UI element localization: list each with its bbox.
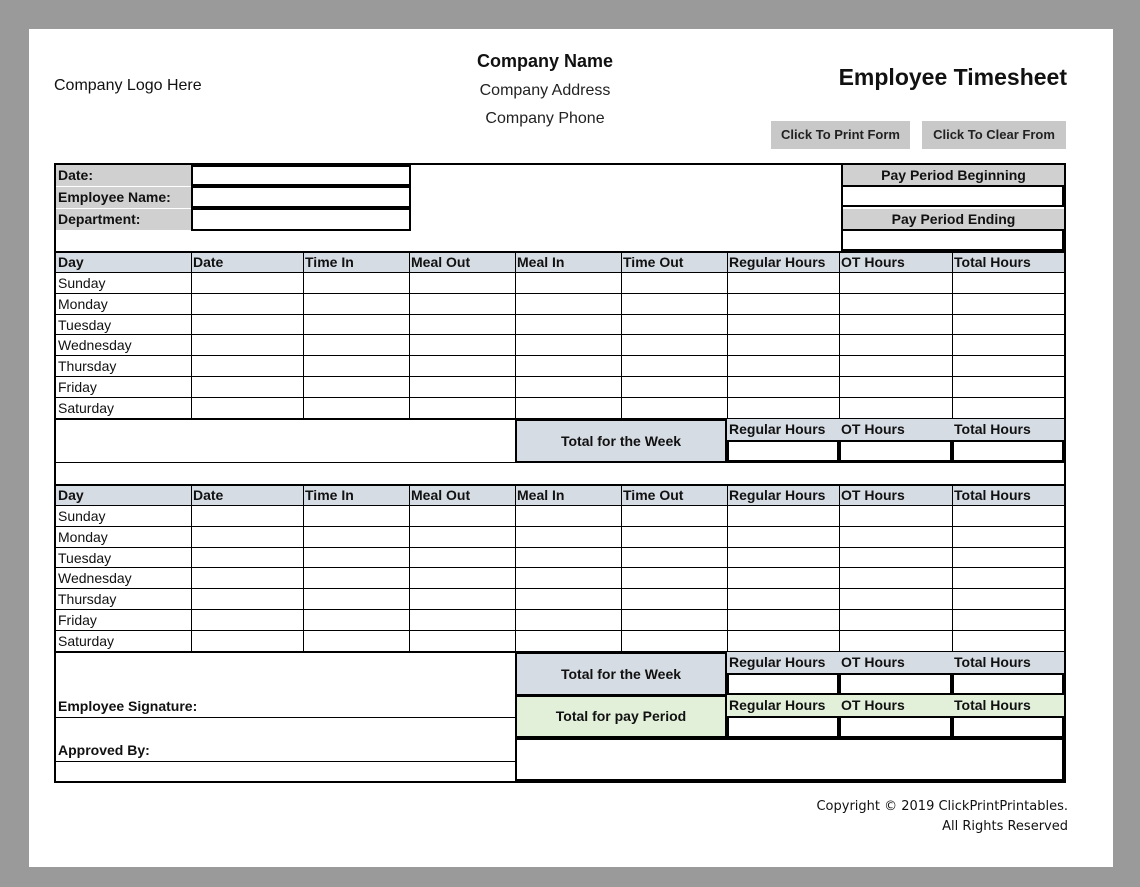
column-header: Meal Out — [409, 252, 515, 273]
time-entry-cell[interactable] — [621, 527, 727, 548]
day-label: Monday — [58, 295, 108, 312]
total-week-label: Total for the Week — [515, 652, 727, 696]
day-label: Tuesday — [58, 549, 112, 566]
time-entry-cell[interactable] — [952, 273, 1064, 294]
rights-text: All Rights Reserved — [942, 819, 1068, 834]
time-entry-cell[interactable] — [303, 377, 409, 398]
column-header: OT Hours — [839, 485, 952, 506]
date-field[interactable] — [191, 165, 411, 186]
day-label: Sunday — [58, 508, 106, 524]
time-entry-cell[interactable] — [191, 589, 303, 610]
time-entry-cell[interactable] — [191, 631, 303, 652]
approved-line — [56, 761, 516, 762]
form-title: Employee Timesheet — [838, 64, 1067, 90]
time-entry-cell[interactable] — [191, 610, 303, 631]
time-entry-cell[interactable] — [409, 356, 515, 377]
time-entry-cell[interactable] — [621, 398, 727, 419]
time-entry-cell[interactable] — [952, 335, 1064, 356]
column-header: Day — [56, 252, 191, 273]
time-entry-cell[interactable] — [409, 315, 515, 336]
time-entry-cell[interactable] — [515, 631, 621, 652]
signature-line — [56, 717, 516, 718]
time-entry-cell[interactable] — [839, 506, 952, 527]
pay-period-total-header: Regular Hours — [727, 695, 839, 716]
time-entry-cell[interactable] — [621, 335, 727, 356]
table-top-rule — [56, 251, 1064, 253]
employee-name-field[interactable] — [191, 186, 411, 208]
time-entry-cell[interactable] — [952, 294, 1064, 315]
time-entry-cell[interactable] — [839, 356, 952, 377]
time-entry-cell[interactable] — [727, 548, 839, 569]
time-entry-cell[interactable] — [621, 356, 727, 377]
pay-period-total-field[interactable] — [727, 716, 839, 738]
time-entry-cell[interactable] — [515, 548, 621, 569]
time-entry-cell[interactable] — [727, 356, 839, 377]
week-total-field[interactable] — [952, 673, 1064, 695]
time-entry-cell[interactable] — [191, 356, 303, 377]
time-entry-cell[interactable] — [839, 377, 952, 398]
time-entry-cell[interactable] — [727, 589, 839, 610]
time-entry-cell[interactable] — [409, 589, 515, 610]
time-entry-cell[interactable] — [839, 335, 952, 356]
time-entry-cell[interactable] — [952, 548, 1064, 569]
time-entry-cell[interactable] — [952, 377, 1064, 398]
week-total-header: Regular Hours — [727, 419, 839, 440]
column-header: Date — [191, 252, 303, 273]
time-entry-cell[interactable] — [515, 377, 621, 398]
time-entry-cell[interactable] — [952, 527, 1064, 548]
time-entry-cell[interactable] — [621, 568, 727, 589]
column-header: Regular Hours — [727, 252, 839, 273]
day-label: Sunday — [58, 275, 106, 291]
time-entry-cell[interactable] — [303, 589, 409, 610]
time-entry-cell[interactable] — [303, 548, 409, 569]
time-entry-cell[interactable] — [839, 315, 952, 336]
time-entry-cell[interactable] — [952, 356, 1064, 377]
column-rule — [515, 485, 516, 652]
column-header: Meal In — [515, 252, 621, 273]
time-entry-cell[interactable] — [952, 589, 1064, 610]
time-entry-cell[interactable] — [191, 335, 303, 356]
time-entry-cell[interactable] — [191, 548, 303, 569]
time-entry-cell[interactable] — [515, 527, 621, 548]
column-header: Regular Hours — [727, 485, 839, 506]
company-phone: Company Phone — [485, 110, 605, 127]
time-entry-cell[interactable] — [621, 548, 727, 569]
column-rule — [409, 252, 410, 419]
week-total-header: Total Hours — [952, 419, 1064, 440]
time-entry-cell[interactable] — [191, 377, 303, 398]
time-entry-cell[interactable] — [409, 377, 515, 398]
time-entry-cell[interactable] — [952, 506, 1064, 527]
time-entry-cell[interactable] — [839, 527, 952, 548]
time-entry-cell[interactable] — [191, 273, 303, 294]
time-entry-cell[interactable] — [621, 377, 727, 398]
pay-period-total-field[interactable] — [952, 716, 1064, 738]
time-entry-cell[interactable] — [515, 356, 621, 377]
time-entry-cell[interactable] — [839, 568, 952, 589]
time-entry-cell[interactable] — [409, 273, 515, 294]
time-entry-cell[interactable] — [191, 568, 303, 589]
column-rule — [303, 252, 304, 419]
time-entry-cell[interactable] — [303, 356, 409, 377]
company-logo-placeholder: Company Logo Here — [54, 77, 202, 94]
week-total-header: OT Hours — [839, 652, 952, 673]
pay-period-ending-field[interactable] — [841, 229, 1064, 251]
time-entry-cell[interactable] — [727, 506, 839, 527]
time-entry-cell[interactable] — [952, 398, 1064, 419]
table-top-rule — [56, 484, 1064, 486]
department-field[interactable] — [191, 208, 411, 231]
time-entry-cell[interactable] — [409, 548, 515, 569]
day-label: Friday — [58, 612, 97, 628]
total-pay-period-label: Total for pay Period — [515, 695, 727, 738]
day-label: Wednesday — [58, 570, 132, 587]
time-entry-cell[interactable] — [303, 506, 409, 527]
pay-period-total-header: Total Hours — [952, 695, 1064, 716]
column-header: Total Hours — [952, 485, 1064, 506]
time-entry-cell[interactable] — [303, 398, 409, 419]
time-entry-cell[interactable] — [515, 335, 621, 356]
employee-name-label: Employee Name: — [56, 187, 191, 208]
time-entry-cell[interactable] — [409, 335, 515, 356]
pay-period-notes-box — [515, 738, 1064, 781]
column-header: Total Hours — [952, 252, 1064, 273]
day-label: Saturday — [58, 399, 115, 416]
date-label: Date: — [56, 165, 191, 186]
column-header: Time In — [303, 485, 409, 506]
pay-period-beginning-field[interactable] — [841, 185, 1064, 207]
day-label: Thursday — [58, 358, 117, 375]
week-total-field[interactable] — [839, 673, 952, 695]
time-entry-cell[interactable] — [515, 398, 621, 419]
time-entry-cell[interactable] — [409, 527, 515, 548]
time-entry-cell[interactable] — [952, 568, 1064, 589]
time-entry-cell[interactable] — [515, 506, 621, 527]
time-entry-cell[interactable] — [621, 610, 727, 631]
time-entry-cell[interactable] — [409, 506, 515, 527]
week-total-header: Total Hours — [952, 652, 1064, 673]
day-label: Friday — [58, 379, 97, 395]
time-entry-cell[interactable] — [191, 315, 303, 336]
time-entry-cell[interactable] — [839, 610, 952, 631]
department-label: Department: — [56, 209, 191, 230]
time-entry-cell[interactable] — [839, 294, 952, 315]
column-rule — [952, 252, 953, 419]
time-entry-cell[interactable] — [191, 506, 303, 527]
company-name: Company Name — [476, 51, 614, 71]
column-header: Time In — [303, 252, 409, 273]
column-header: Time Out — [621, 252, 727, 273]
time-entry-cell[interactable] — [727, 315, 839, 336]
time-entry-cell[interactable] — [303, 610, 409, 631]
time-entry-cell[interactable] — [727, 294, 839, 315]
time-entry-cell[interactable] — [515, 589, 621, 610]
week-total-field[interactable] — [727, 673, 839, 695]
time-entry-cell[interactable] — [727, 568, 839, 589]
time-entry-cell[interactable] — [515, 315, 621, 336]
time-entry-cell[interactable] — [952, 315, 1064, 336]
time-entry-cell[interactable] — [409, 610, 515, 631]
employee-signature-label: Employee Signature: — [58, 698, 198, 714]
column-rule — [727, 252, 728, 419]
pay-period-beginning-label: Pay Period Beginning — [843, 165, 1064, 185]
column-rule — [409, 485, 410, 652]
week-total-field[interactable] — [952, 440, 1064, 462]
day-label: Saturday — [58, 632, 115, 649]
pay-period-total-header: OT Hours — [839, 695, 952, 716]
pay-period-ending-label: Pay Period Ending — [843, 209, 1064, 229]
timesheet-page — [29, 29, 1113, 867]
column-rule — [621, 252, 622, 419]
week-total-field[interactable] — [839, 440, 952, 462]
week-total-header: OT Hours — [839, 419, 952, 440]
time-entry-cell[interactable] — [727, 610, 839, 631]
column-header: Date — [191, 485, 303, 506]
pay-period-total-field[interactable] — [839, 716, 952, 738]
day-label: Wednesday — [58, 337, 132, 354]
time-entry-cell[interactable] — [839, 398, 952, 419]
time-entry-cell[interactable] — [621, 589, 727, 610]
time-entry-cell[interactable] — [727, 631, 839, 652]
time-entry-cell[interactable] — [727, 377, 839, 398]
column-header: Time Out — [621, 485, 727, 506]
time-entry-cell[interactable] — [303, 315, 409, 336]
day-label: Monday — [58, 528, 108, 545]
time-entry-cell[interactable] — [727, 398, 839, 419]
time-entry-cell[interactable] — [409, 631, 515, 652]
column-rule — [191, 252, 192, 419]
copyright-text: Copyright © 2019 ClickPrintPrintables. — [816, 799, 1068, 814]
time-entry-cell[interactable] — [839, 548, 952, 569]
time-entry-cell[interactable] — [515, 273, 621, 294]
week-total-field[interactable] — [727, 440, 839, 462]
company-address: Company Address — [479, 82, 611, 99]
time-entry-cell[interactable] — [303, 568, 409, 589]
column-rule — [839, 252, 840, 419]
time-entry-cell[interactable] — [952, 631, 1064, 652]
day-label: Tuesday — [58, 316, 112, 333]
time-entry-cell[interactable] — [303, 335, 409, 356]
time-entry-cell[interactable] — [191, 398, 303, 419]
time-entry-cell[interactable] — [409, 568, 515, 589]
time-entry-cell[interactable] — [303, 527, 409, 548]
time-entry-cell[interactable] — [621, 273, 727, 294]
time-entry-cell[interactable] — [515, 568, 621, 589]
clear-form-button[interactable]: Click To Clear From — [922, 121, 1066, 149]
column-header: Meal Out — [409, 485, 515, 506]
time-entry-cell[interactable] — [621, 631, 727, 652]
signature-divider — [515, 652, 516, 781]
column-rule — [952, 485, 953, 652]
time-entry-cell[interactable] — [727, 527, 839, 548]
time-entry-cell[interactable] — [303, 294, 409, 315]
approved-by-label: Approved By: — [58, 742, 150, 758]
day-label: Thursday — [58, 591, 117, 608]
time-entry-cell[interactable] — [952, 610, 1064, 631]
column-rule — [839, 485, 840, 652]
week-total-header: Regular Hours — [727, 652, 839, 673]
time-entry-cell[interactable] — [621, 294, 727, 315]
total-week-label: Total for the Week — [515, 419, 727, 463]
time-entry-cell[interactable] — [191, 527, 303, 548]
time-entry-cell[interactable] — [839, 273, 952, 294]
column-header: Meal In — [515, 485, 621, 506]
time-entry-cell[interactable] — [839, 631, 952, 652]
column-header: Day — [56, 485, 191, 506]
time-entry-cell[interactable] — [303, 631, 409, 652]
time-entry-cell[interactable] — [409, 398, 515, 419]
time-entry-cell[interactable] — [191, 294, 303, 315]
time-entry-cell[interactable] — [727, 335, 839, 356]
time-entry-cell[interactable] — [515, 610, 621, 631]
print-form-button[interactable]: Click To Print Form — [771, 121, 910, 149]
timesheet-form — [54, 163, 1066, 783]
column-rule — [621, 485, 622, 652]
time-entry-cell[interactable] — [515, 294, 621, 315]
time-entry-cell[interactable] — [621, 315, 727, 336]
time-entry-cell[interactable] — [727, 273, 839, 294]
time-entry-cell[interactable] — [621, 506, 727, 527]
time-entry-cell[interactable] — [839, 589, 952, 610]
week-separator — [56, 462, 1064, 463]
column-rule — [303, 485, 304, 652]
time-entry-cell[interactable] — [409, 294, 515, 315]
time-entry-cell[interactable] — [303, 273, 409, 294]
column-header: OT Hours — [839, 252, 952, 273]
column-rule — [191, 485, 192, 652]
column-rule — [515, 252, 516, 419]
column-rule — [727, 485, 728, 652]
